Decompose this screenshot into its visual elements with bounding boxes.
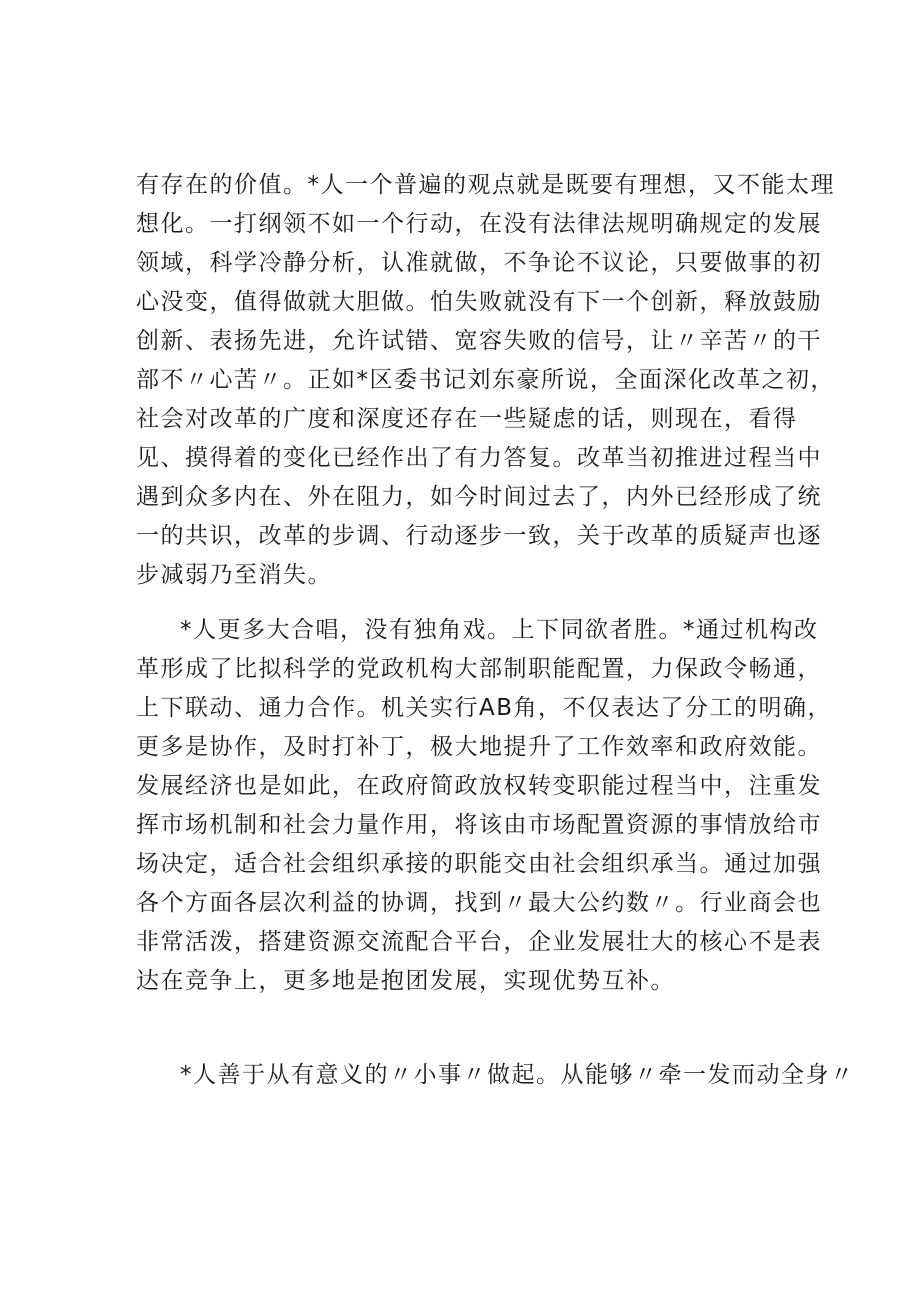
text-line: 达在竞争上，更多地是抱团发展，实现优势互补。	[136, 968, 675, 994]
text-line: 社会对改革的广度和深度还存在一些疑虑的话，则现在，看得	[136, 406, 798, 432]
text-line: 上下联动、通力合作。机关实行AB角，不仅表达了分工的明确，	[136, 695, 833, 721]
text-line: 挥市场机制和社会力量作用，将该由市场配置资源的事情放给市	[136, 812, 822, 838]
text-line: 领域，科学冷静分析，认准就做，不争论不议论，只要做事的初	[136, 250, 822, 276]
text-line: 想化。一打纲领不如一个行动，在没有法律法规明确规定的发展	[136, 211, 822, 237]
text-line: 部不〃心苦〃。正如*区委书记刘东豪所说，全面深化改革之初，	[136, 367, 835, 393]
text-line: 场决定，适合社会组织承接的职能交由社会组织承当。通过加强	[136, 851, 822, 877]
text-line: 遇到众多内在、外在阻力，如今时间过去了，内外已经形成了统	[136, 484, 822, 510]
text-line: *人善于从有意义的〃小事〃做起。从能够〃牵一发而动全身〃	[180, 1062, 855, 1088]
text-line: 见、摸得着的变化已经作出了有力答复。改革当初推进过程当中	[136, 445, 822, 471]
text-line: 步减弱乃至消失。	[136, 562, 332, 588]
text-line: 有存在的价值。*人一个普遍的观点就是既要有理想，又不能太理	[136, 172, 835, 198]
text-line: 各个方面各层次利益的协调，找到〃最大公约数〃。行业商会也	[136, 890, 822, 916]
text-line: 更多是协作，及时打补丁，极大地提升了工作效率和政府效能。	[136, 734, 822, 760]
text-line: 一的共识，改革的步调、行动逐步一致，关于改革的质疑声也逐	[136, 523, 822, 549]
text-line: 非常活泼，搭建资源交流配合平台，企业发展壮大的核心不是表	[136, 929, 822, 955]
text-line: *人更多大合唱，没有独角戏。上下同欲者胜。*通过机构改	[180, 617, 819, 643]
text-line: 发展经济也是如此，在政府简政放权转变职能过程当中，注重发	[136, 773, 822, 799]
text-line: 心没变，值得做就大胆做。怕失败就没有下一个创新，释放鼓励	[136, 289, 822, 315]
text-line: 创新、表扬先进，允许试错、宽容失败的信号，让〃辛苦〃的干	[136, 328, 822, 354]
text-line: 革形成了比拟科学的党政机构大部制职能配置，力保政令畅通，	[136, 656, 822, 682]
